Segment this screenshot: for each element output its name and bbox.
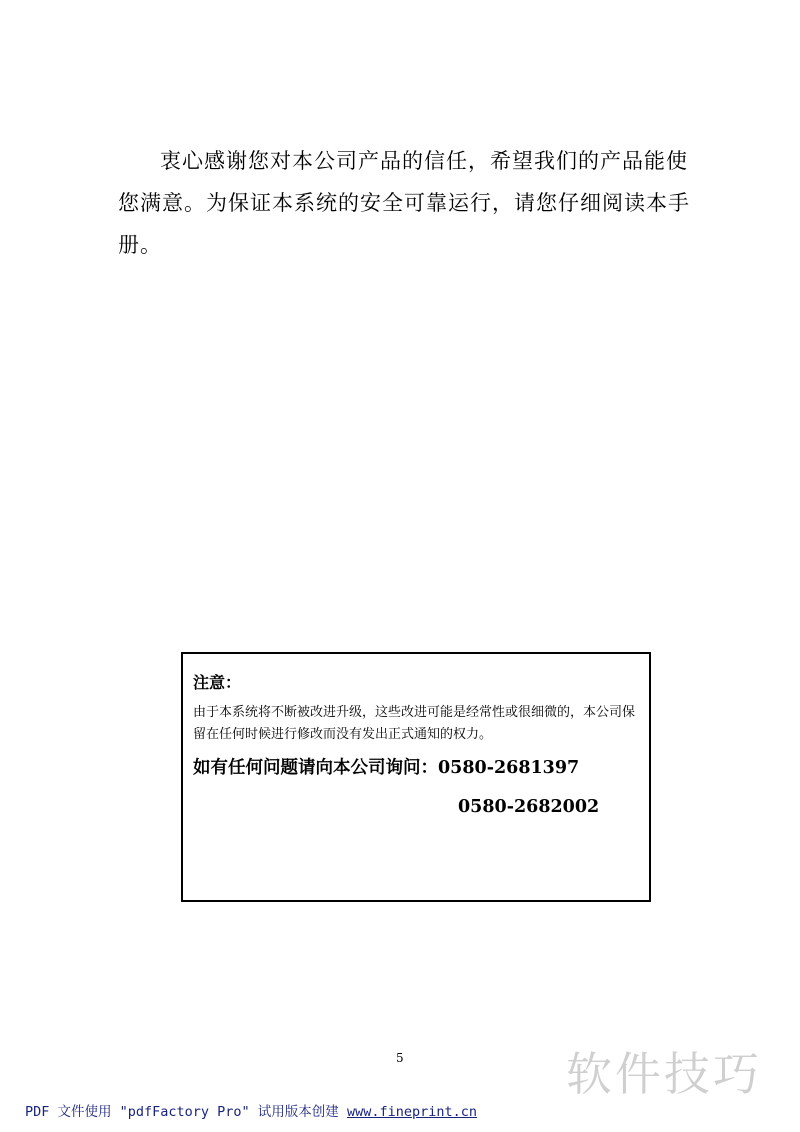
intro-text xyxy=(118,140,698,266)
intro-paragraph: 衷心感谢您对本公司产品的信任，希望我们的产品能使您满意。为保证本系统的安全可靠运行，请您仔细阅读本手册。 xyxy=(118,149,690,257)
footer-link[interactable]: www.fineprint.cn xyxy=(346,1104,477,1120)
page-number: 5 xyxy=(396,1051,404,1065)
notice-title: 注意： xyxy=(193,673,242,692)
notice-body: 由于本系统将不断被改进升级，这些改进可能是经常性或很细微的，本公司保留在任何时候进行修改而没有发出正式通知的权力。 xyxy=(193,705,636,742)
footer-text: PDF 文件使用 "pdfFactory Pro" 试用版本创建 xyxy=(25,1104,347,1120)
pdf-footer xyxy=(25,1100,477,1120)
notice-contact-line: 如有任何问题请向本公司询问：0580-2681397 xyxy=(193,758,580,778)
notice-phone-2: 0580-2682002 xyxy=(458,797,600,817)
watermark: 软件技巧 xyxy=(566,1047,762,1101)
notice-box xyxy=(181,652,651,902)
